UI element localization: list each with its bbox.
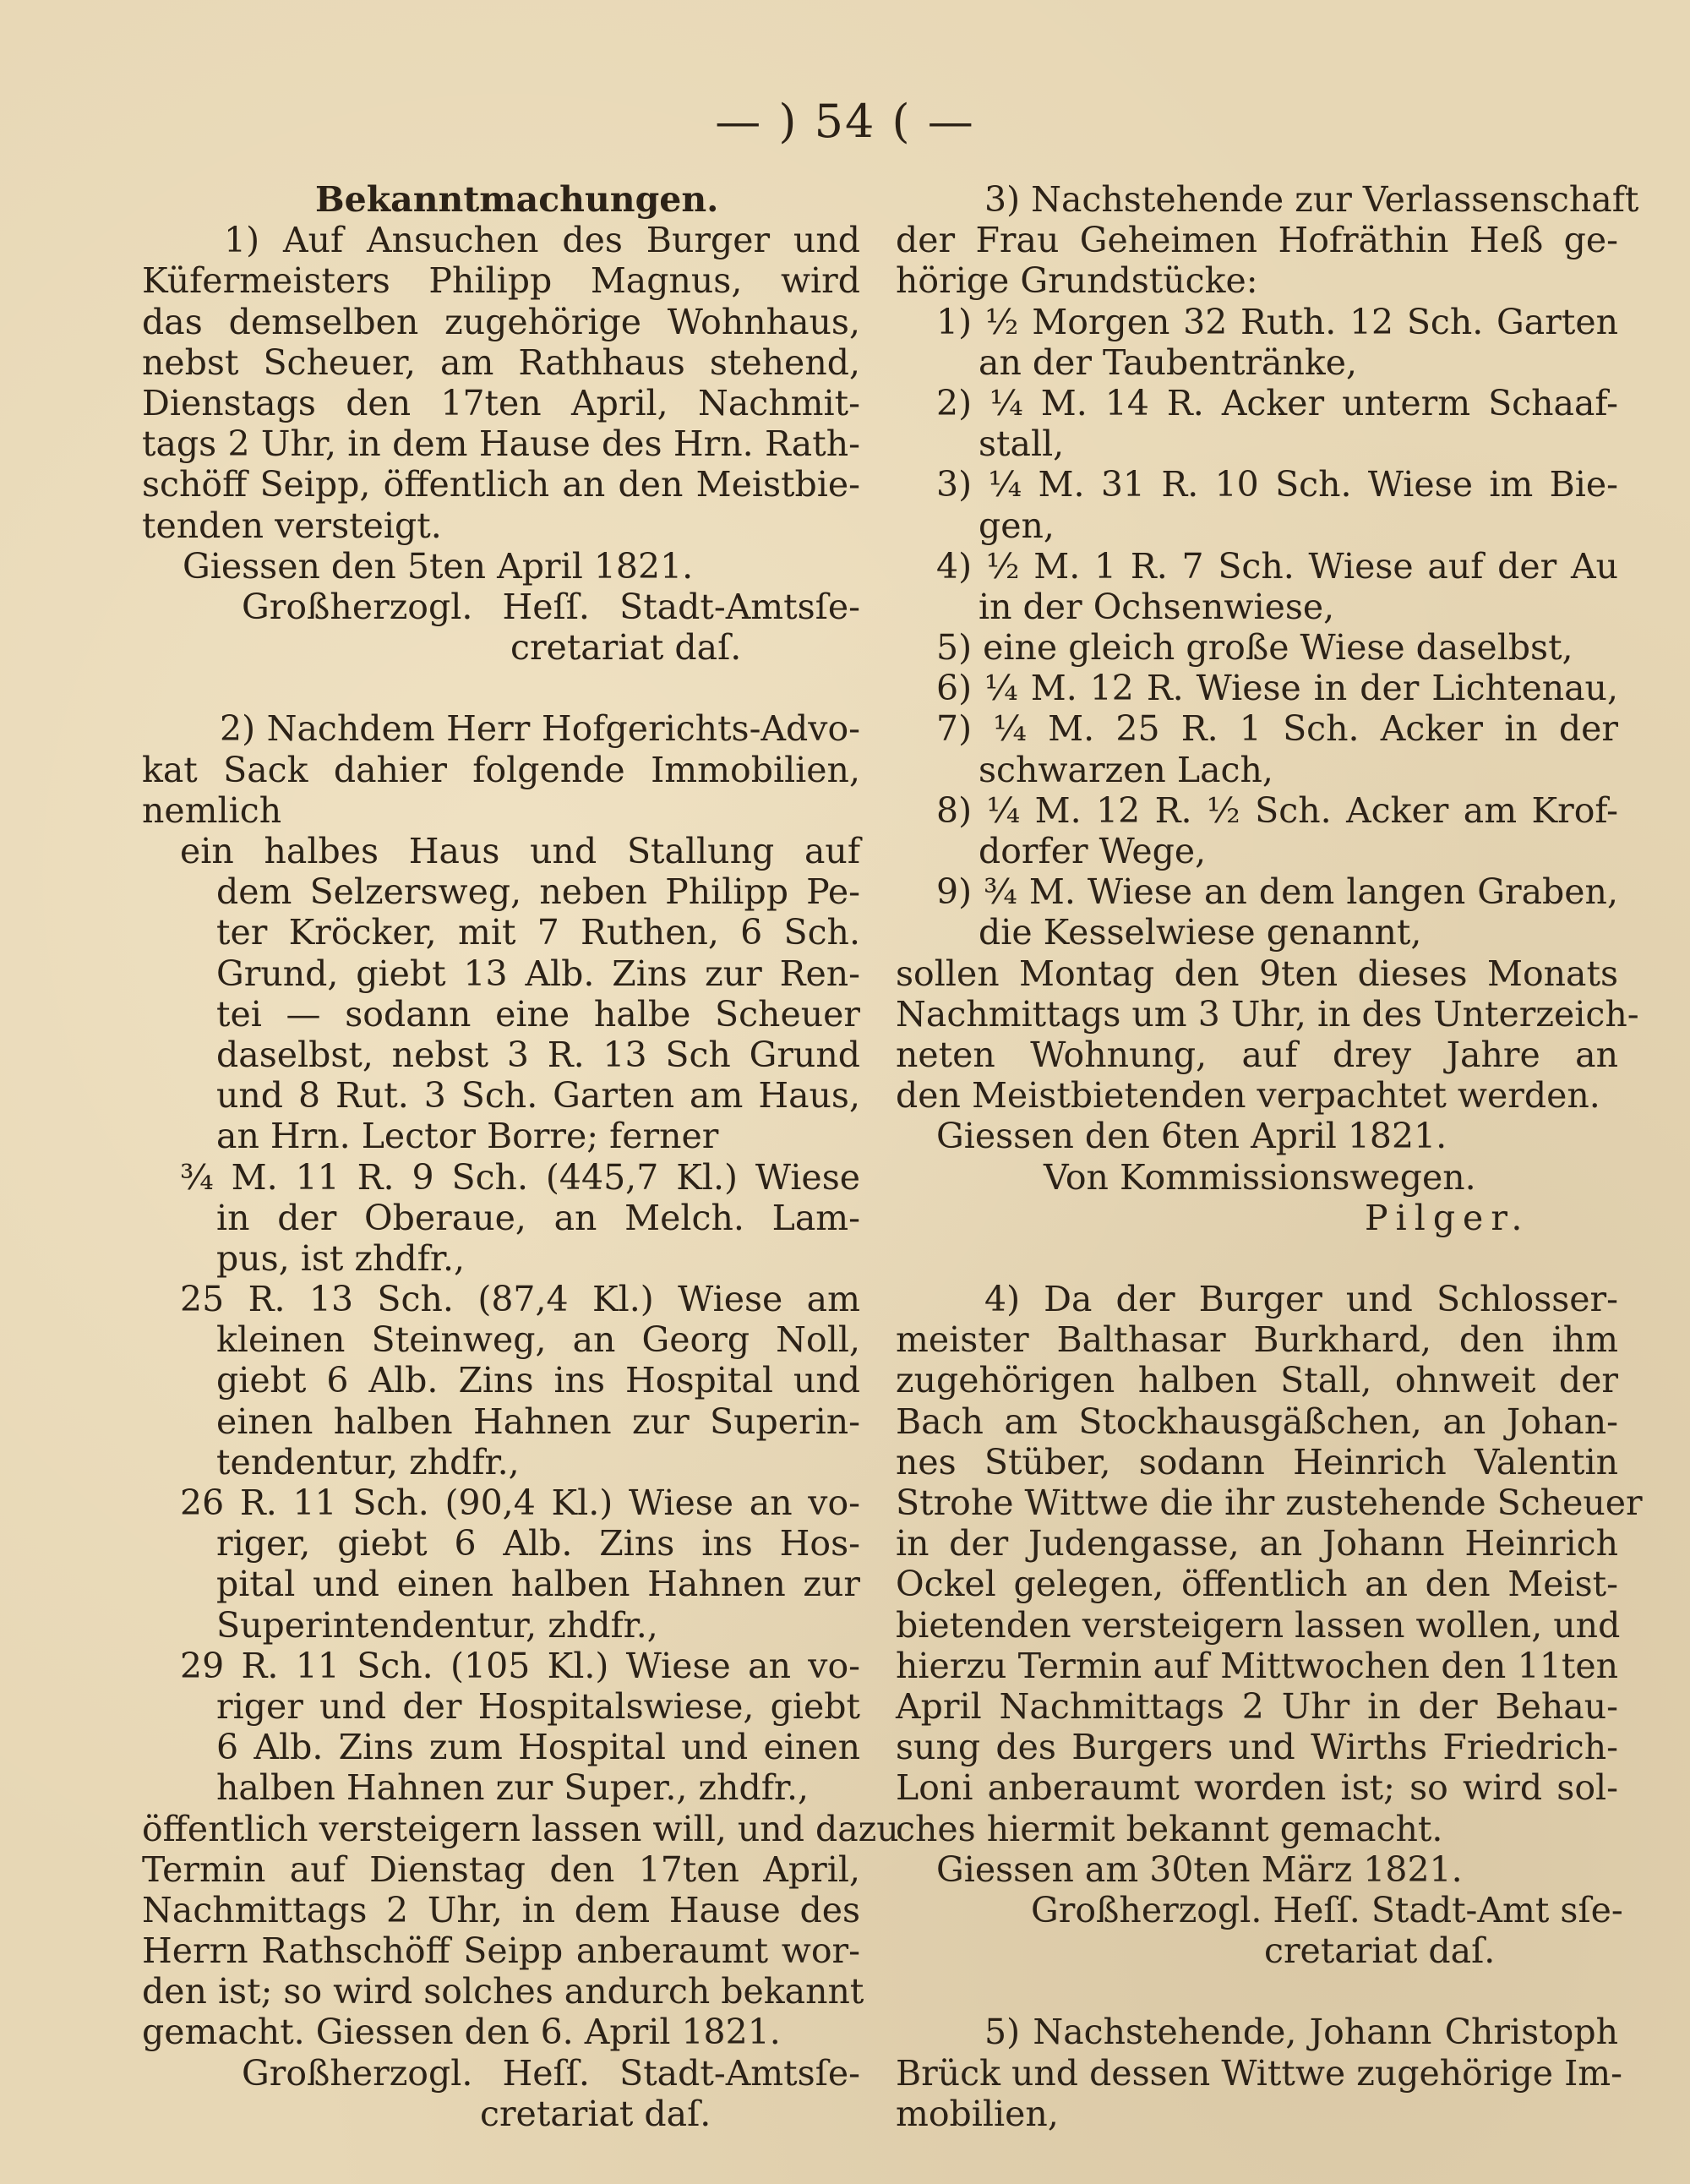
notice-2-line: öffentlich versteigern lassen will, und dazu [142, 1808, 899, 1849]
notice-5-line: mobilien, [896, 2093, 1059, 2134]
notice-3-line: den Meistbietenden verpachtet werden. [896, 1075, 1600, 1117]
notice-2-item-line: Grund, giebt 13 Alb. Zins zur Ren- [216, 953, 860, 994]
notice-2-item-line: 25 R. 13 Sch. (87,4 Kl.) Wiese am [180, 1279, 860, 1320]
notice-1-signature: Großherzogl. Heſſ. Stadt-Amtsſe- [242, 586, 860, 627]
notice-2-line: kat Sack dahier folgende Immobilien, [142, 749, 860, 790]
notice-3-item-line: in der Ochsenwiese, [979, 586, 1335, 627]
notice-2-line: gemacht. Giessen den 6. April 1821. [142, 2012, 781, 2053]
notice-5-line: Brück und dessen Wittwe zugehörige Im- [896, 2052, 1623, 2094]
notice-4-line: bietenden versteigern lassen wollen, und [896, 1604, 1621, 1646]
notice-1-line: 1) Auf Ansuchen des Burger und [224, 220, 860, 261]
notice-3-item-line: 8) ¼ M. 12 R. ½ Sch. Acker am Krof- [936, 789, 1618, 831]
notice-2-line: 2) Nachdem Herr Hofgerichts-Advo- [220, 708, 860, 750]
notice-2-item-line: Superintendentur, zhdfr., [216, 1604, 658, 1646]
notice-3-line: Nachmittags um 3 Uhr, in des Unterzeich- [896, 993, 1639, 1035]
notice-4-line: zugehörigen halben Stall, ohnweit der [896, 1360, 1618, 1401]
notice-1-line: Küfermeisters Philipp Magnus, wird [142, 260, 860, 302]
page-number: — ) 54 ( — [715, 95, 975, 148]
notice-3-line: der Frau Geheimen Hofräthin Heß ge- [896, 220, 1618, 261]
notice-3-item-line: 7) ¼ M. 25 R. 1 Sch. Acker in der [936, 708, 1618, 750]
notice-4-line: April Nachmittags 2 Uhr in der Behau- [896, 1685, 1618, 1727]
notice-4-line: Strohe Wittwe die ihr zustehende Scheuer [896, 1482, 1643, 1523]
notice-3-item-line: 9) ¾ M. Wiese an dem langen Graben, [936, 871, 1618, 913]
notice-3-item-line: stall, [979, 423, 1065, 465]
notice-1-date: Giessen den 5ten April 1821. [183, 545, 694, 587]
notice-3-item-line: die Kesselwiese genannt, [979, 912, 1422, 953]
notice-4-line: ches hiermit bekannt gemacht. [896, 1808, 1443, 1849]
notice-3-item-line: 6) ¼ M. 12 R. Wiese in der Lichtenau, [936, 668, 1618, 709]
spacer [142, 668, 860, 708]
notice-2-item-line: kleinen Steinweg, an Georg Noll, [216, 1319, 860, 1361]
notice-1-line: das demselben zugehörige Wohnhaus, [142, 301, 860, 342]
notice-5-line: 5) Nachstehende, Johann Christoph [984, 2012, 1618, 2053]
notice-2-signature: Großherzogl. Heſſ. Stadt-Amtsſe- [242, 2052, 860, 2094]
notice-4-line: hierzu Termin auf Mittwochen den 11ten [896, 1645, 1618, 1686]
notice-3-item-line: an der Taubentränke, [979, 341, 1358, 383]
notice-2-line: Herrn Rathschöff Seipp anberaumt wor- [142, 1930, 860, 1972]
notice-2-item-line: 6 Alb. Zins zum Hospital und einen [216, 1727, 860, 1768]
right-column [896, 179, 1643, 2134]
notice-3-signer: Pilger. [1365, 1197, 1530, 1238]
notice-4-date: Giessen am 30ten März 1821. [936, 1848, 1463, 1890]
notice-2-line: den ist; so wird solches andurch bekannt [142, 1971, 864, 2012]
notice-2-line: Termin auf Dienstag den 17ten April, [142, 1848, 860, 1890]
notice-2-item-line: ter Kröcker, mit 7 Ruthen, 6 Sch. [216, 912, 860, 953]
notice-3-line: hörige Grundstücke: [896, 260, 1258, 302]
notice-3-signature: Von Kommissionswegen. [1044, 1156, 1476, 1198]
notice-3-item-line: 5) eine gleich große Wiese daselbst, [936, 627, 1573, 669]
spacer [896, 1971, 1618, 2012]
notice-3-item-line: 1) ½ Morgen 32 Ruth. 12 Sch. Garten [936, 301, 1618, 342]
notice-3-line: 3) Nachstehende zur Verlassenschaft [984, 179, 1639, 220]
notice-1-line: tags 2 Uhr, in dem Hause des Hrn. Rath- [142, 423, 860, 465]
notice-2-item-line: daselbst, nebst 3 R. 13 Sch Grund [216, 1034, 860, 1075]
notice-3-item-line: 4) ½ M. 1 R. 7 Sch. Wiese auf der Au [936, 545, 1618, 587]
notice-1-signature: cretariat daſ. [510, 627, 742, 669]
notice-4-line: sung des Burgers und Wirths Friedrich- [896, 1727, 1618, 1768]
notice-3-item-line: 3) ¼ M. 31 R. 10 Sch. Wiese im Bie- [936, 464, 1618, 505]
notice-3-line: sollen Montag den 9ten dieses Monats [896, 953, 1618, 994]
spacer [896, 1238, 1618, 1279]
notice-1-line: tenden versteigt. [142, 505, 442, 546]
notice-4-signature: Großherzogl. Heſſ. Stadt-Amt sſe- [1031, 1889, 1623, 1930]
notice-3-item-line: schwarzen Lach, [979, 749, 1273, 790]
notice-4-line: Bach am Stockhausgäßchen, an Johan- [896, 1400, 1618, 1442]
notice-4-line: meister Balthasar Burkhard, den ihm [896, 1319, 1618, 1361]
notice-2-item-line: riger und der Hospitalswiese, giebt [216, 1685, 860, 1727]
notice-1-line: nebst Scheuer, am Rathhaus stehend, [142, 341, 860, 383]
notice-3-date: Giessen den 6ten April 1821. [936, 1116, 1447, 1157]
notice-4-line: Ockel gelegen, öffentlich an den Meist- [896, 1564, 1618, 1605]
notice-3-item-line: gen, [979, 505, 1055, 546]
notice-2-line: nemlich [142, 789, 282, 831]
notice-4-line: nes Stüber, sodann Heinrich Valentin [896, 1441, 1618, 1482]
notice-3-item-line: dorfer Wege, [979, 831, 1207, 871]
notice-2-item-line: tendentur, zhdfr., [216, 1441, 520, 1482]
notice-2-item-line: 26 R. 11 Sch. (90,4 Kl.) Wiese an vo- [180, 1482, 860, 1523]
notice-4-line: Loni anberaumt worden ist; so wird sol- [896, 1767, 1618, 1809]
notice-2-item-line: tei — sodann eine halbe Scheuer [216, 993, 860, 1035]
notice-1-line: Dienstags den 17ten April, Nachmit- [142, 382, 860, 423]
notice-2-item-line: ein halbes Haus und Stallung auf [180, 831, 860, 871]
notice-2-line: Nachmittags 2 Uhr, in dem Hause des [142, 1889, 860, 1930]
notice-2-item-line: pital und einen halben Hahnen zur [216, 1564, 860, 1605]
notice-4-line: in der Judengasse, an Johann Heinrich [896, 1523, 1618, 1564]
notice-3-line: neten Wohnung, auf drey Jahre an [896, 1034, 1618, 1075]
notice-2-item-line: 29 R. 11 Sch. (105 Kl.) Wiese an vo- [180, 1645, 860, 1686]
notice-3-item-line: 2) ¼ M. 14 R. Acker unterm Schaaf- [936, 382, 1618, 423]
notice-2-item-line: ¾ M. 11 R. 9 Sch. (445,7 Kl.) Wiese [180, 1156, 860, 1198]
section-heading: Bekanntmachungen. [315, 179, 719, 220]
notice-1-line: schöff Seipp, öffentlich an den Meistbie- [142, 464, 860, 505]
notice-2-item-line: in der Oberaue, an Melch. Lam- [216, 1197, 860, 1238]
notice-2-item-line: giebt 6 Alb. Zins ins Hospital und [216, 1360, 860, 1401]
left-column [142, 179, 899, 2134]
notice-2-item-line: an Hrn. Lector Borre; ferner [216, 1116, 719, 1157]
notice-2-item-line: dem Selzersweg, neben Philipp Pe- [216, 871, 860, 913]
notice-2-item-line: pus, ist zhdfr., [216, 1237, 466, 1279]
notice-4-signature: cretariat daſ. [1264, 1930, 1496, 1972]
notice-4-line: 4) Da der Burger und Schlosser- [984, 1279, 1618, 1320]
notice-2-signature: cretariat daſ. [480, 2093, 711, 2134]
notice-2-item-line: riger, giebt 6 Alb. Zins ins Hos- [216, 1523, 860, 1564]
notice-2-item-line: halben Hahnen zur Super., zhdfr., [216, 1767, 810, 1809]
notice-2-item-line: einen halben Hahnen zur Superin- [216, 1400, 860, 1442]
notice-2-item-line: und 8 Rut. 3 Sch. Garten am Haus, [216, 1075, 860, 1117]
